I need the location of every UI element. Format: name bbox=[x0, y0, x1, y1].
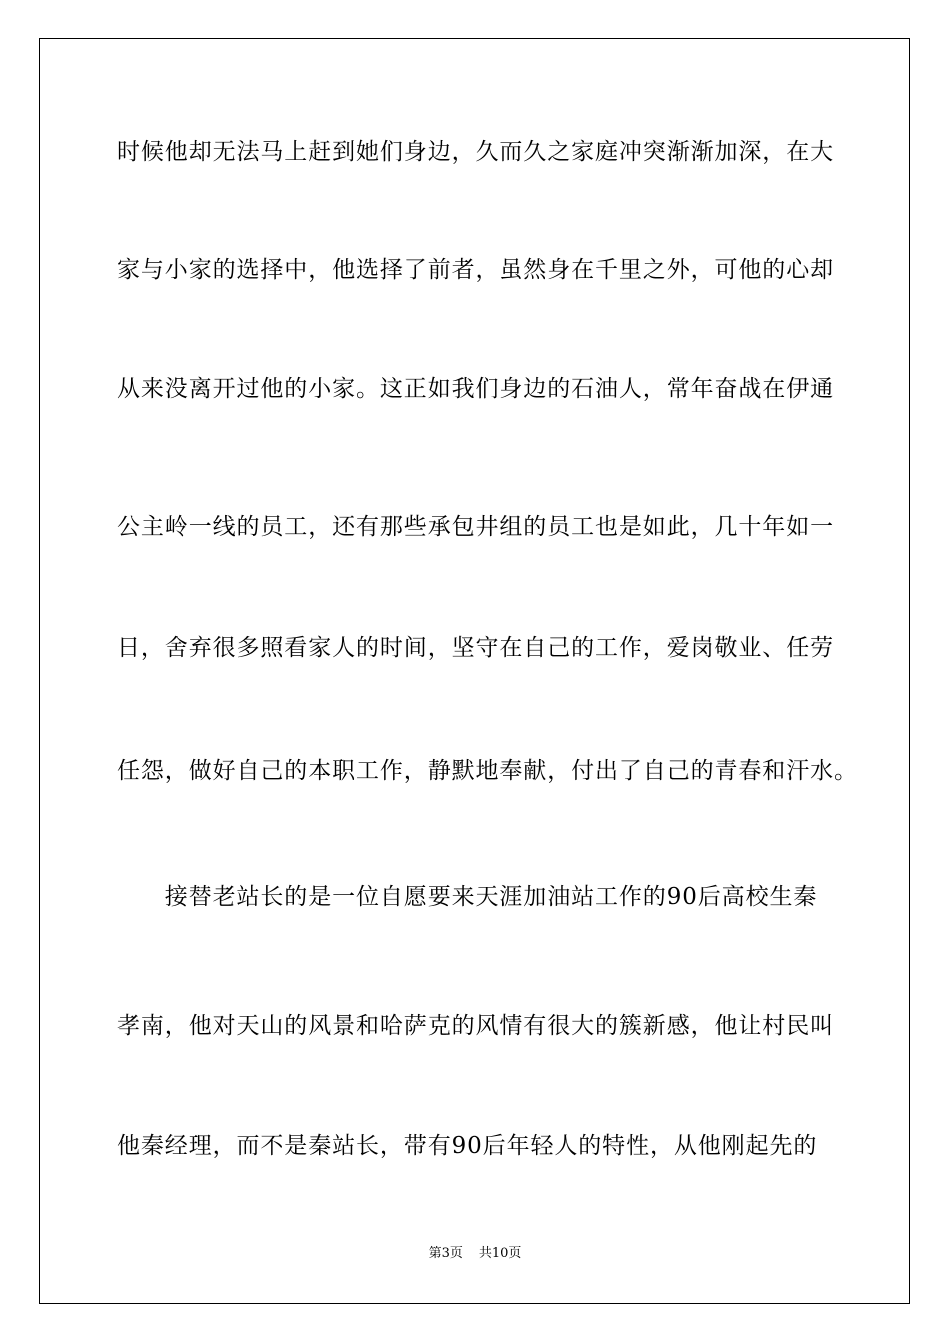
page-number: 第3页 bbox=[428, 1246, 463, 1261]
page-footer bbox=[0, 1245, 950, 1263]
text-line-7: 接替老站长的是一位自愿要来天涯加油站工作的90后高校生秦 bbox=[117, 884, 818, 910]
text-line-3: 从来没离开过他的小家。这正如我们身边的石油人，常年奋战在伊通 bbox=[117, 376, 834, 402]
text-line-5: 日，舍弃很多照看家人的时间，坚守在自己的工作，爱岗敬业、任劳 bbox=[117, 635, 834, 661]
total-pages: 共10页 bbox=[478, 1246, 522, 1261]
text-line-1: 时候他却无法马上赶到她们身边，久而久之家庭冲突渐渐加深，在大 bbox=[117, 139, 834, 165]
text-line-4: 公主岭一线的员工，还有那些承包井组的员工也是如此，几十年如一 bbox=[117, 514, 834, 540]
text-line-6: 任怨，做好自己的本职工作，静默地奉献，付出了自己的青春和汗水。 bbox=[117, 758, 858, 784]
text-line-2: 家与小家的选择中，他选择了前者，虽然身在千里之外，可他的心却 bbox=[117, 257, 834, 283]
page-border bbox=[39, 38, 910, 1304]
text-line-8: 孝南，他对天山的风景和哈萨克的风情有很大的簇新感，他让村民叫 bbox=[117, 1013, 834, 1039]
text-line-9: 他秦经理，而不是秦站长，带有90后年轻人的特性，从他刚起先的 bbox=[117, 1133, 818, 1159]
